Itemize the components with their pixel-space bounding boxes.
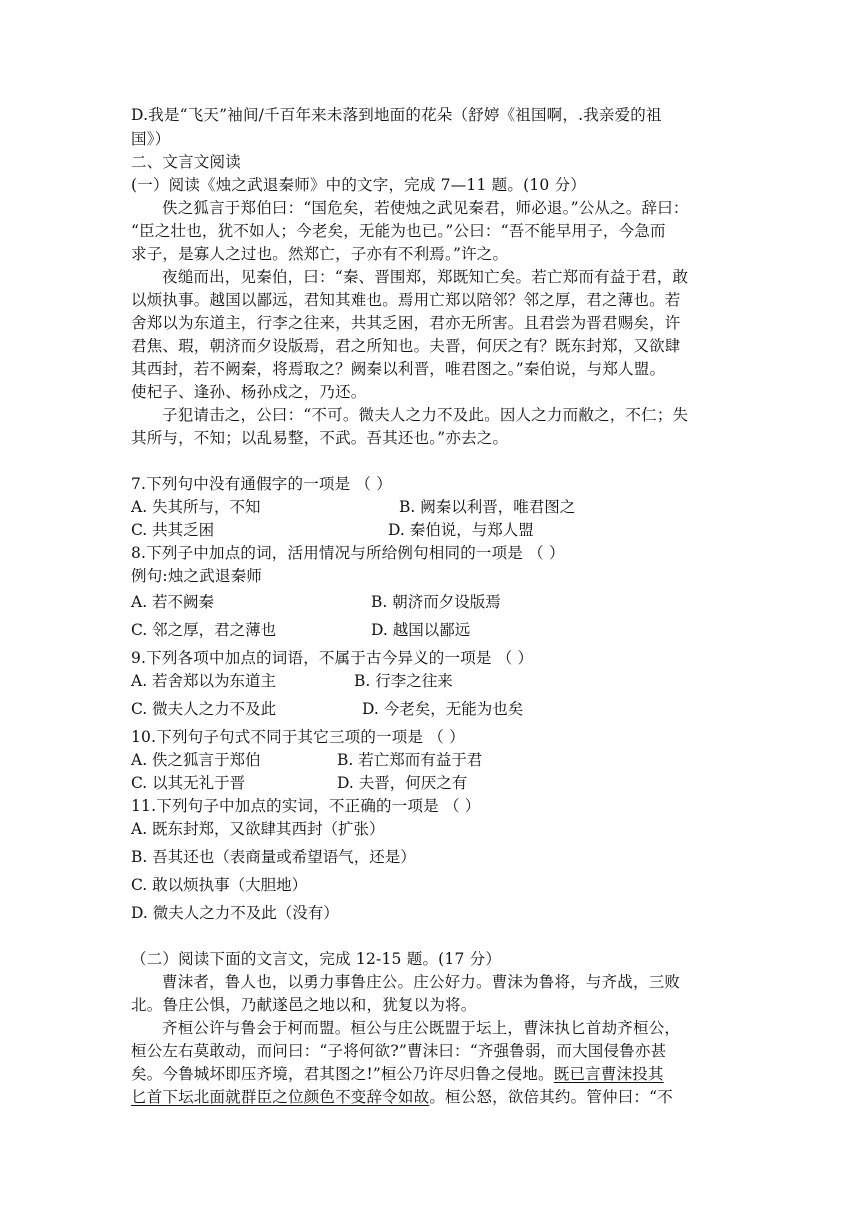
passage-text: 。桓公怒，欲倍其约。管仲曰：“不 bbox=[429, 1088, 673, 1106]
question-9-option-d: D. 今老矣，无能为也矣 bbox=[362, 700, 524, 718]
passage-line bbox=[131, 1086, 673, 1108]
question-11-option-c: C. 敢以烦执事（大胆地） bbox=[131, 876, 308, 894]
underlined-passage-text: 匕首下坛北面就群臣之位颜色不变辞令如故 bbox=[131, 1088, 430, 1106]
question-11-stem: 11.下列句子中加点的实词，不正确的一项是 （ ） bbox=[131, 797, 481, 815]
question-7-option-d: D. 秦伯说，与郑人盟 bbox=[388, 521, 534, 539]
question-11-option-b: B. 吾其还也（表商量或希望语气，还是） bbox=[131, 848, 416, 866]
passage-line: 君焦、瑕，朝济而夕设版焉，君之所知也。夫晋，何厌之有？既东封郑，又欲肆 bbox=[131, 337, 681, 355]
passage-line: 使杞子、逢孙、杨孙戍之，乃还。 bbox=[131, 383, 367, 401]
question-7-option-c: C. 共其乏困 bbox=[131, 521, 215, 539]
question-9-stem: 9.下列各项中加点的词语，不属于古今异义的一项是 （ ） bbox=[131, 649, 534, 667]
passage-line: “臣之壮也，犹不如人；今老矣，无能为也已。”公曰：“吾不能早用子，今急而 bbox=[131, 222, 666, 240]
question-9-option-a: A. 若舍郑以为东道主 bbox=[131, 672, 277, 690]
passage-line: 北。鲁庄公惧，乃献遂邑之地以和，犹复以为将。 bbox=[131, 996, 477, 1014]
question-8-option-c: C. 邻之厚，君之薄也 bbox=[131, 621, 277, 639]
question-11-option-a: A. 既东封郑，又欲肆其西封（扩张） bbox=[131, 820, 385, 838]
question-10-option-b: B. 若亡郑而有益于君 bbox=[337, 751, 483, 769]
option-d-line-continued: 国》） bbox=[131, 130, 171, 148]
passage-line: 其西封，若不阙秦，将焉取之？阙秦以利晋，唯君图之。”秦伯说，与郑人盟。 bbox=[131, 360, 666, 378]
question-10-option-c: C. 以其无礼于晋 bbox=[131, 774, 246, 792]
passage-paragraph-3: 子犯请击之，公曰：“不可。微夫人之力不及此。因人之力而敝之，不仁；失 bbox=[162, 406, 689, 424]
question-11-option-d: D. 微夫人之力不及此（没有） bbox=[131, 904, 339, 922]
question-9-option-b: B. 行李之往来 bbox=[354, 672, 453, 690]
question-9-option-c: C. 微夫人之力不及此 bbox=[131, 700, 277, 718]
question-7-stem: 7.下列句中没有通假字的一项是 （ ） bbox=[131, 475, 392, 493]
passage-line: 以烦执事。越国以鄙远，君知其难也。焉用亡郑以陪邻？邻之厚，君之薄也。若 bbox=[131, 291, 681, 309]
question-7-option-a: A. 失其所与，不知 bbox=[131, 498, 261, 516]
passage-line bbox=[131, 1063, 664, 1085]
part-two-paragraph-1: 曹沫者，鲁人也，以勇力事鲁庄公。庄公好力。曹沫为鲁将，与齐战，三败 bbox=[162, 973, 681, 991]
question-10-option-d: D. 夫晋，何厌之有 bbox=[337, 774, 468, 792]
passage-paragraph-1: 佚之狐言于郑伯曰：“国危矣，若使烛之武见秦君，师必退。”公从之。辞曰： bbox=[162, 199, 689, 217]
question-8-stem: 8.下列子中加点的词，活用情况与所给例句相同的一项是 （ ） bbox=[131, 544, 565, 562]
question-10-stem: 10.下列句子句式不同于其它三项的一项是 （ ） bbox=[131, 728, 465, 746]
passage-line: 求子，是寡人之过也。然郑亡，子亦有不利焉。”许之。 bbox=[131, 245, 509, 263]
passage-line: 桓公左右莫敢动，而问曰：“子将何欲?”曹沫曰：“齐强鲁弱，而大国侵鲁亦甚 bbox=[131, 1042, 667, 1060]
passage-line: 其所与，不知；以乱易整，不武。吾其还也。”亦去之。 bbox=[131, 429, 509, 447]
question-7-option-b: B. 阙秦以利晋，唯君图之 bbox=[399, 498, 576, 516]
part-one-heading: (一）阅读《烛之武退秦师》中的文字，完成 7—11 题。(10 分） bbox=[131, 176, 586, 194]
passage-line: 舍郑以为东道主，行李之往来，共其乏困，君亦无所害。且君尝为晋君赐矣，许 bbox=[131, 314, 681, 332]
option-d-line: D.我是“飞天”袖间/千百年来未落到地面的花朵（舒婷《祖国啊，.我亲爱的祖 bbox=[131, 106, 662, 124]
question-8-option-a: A. 若不阙秦 bbox=[131, 593, 215, 611]
passage-text: 矣。今鲁城坏即压齐境，君其图之!”桓公乃许尽归鲁之侵地。 bbox=[131, 1065, 554, 1083]
underlined-passage-text: 既已言曹沫投其 bbox=[553, 1065, 664, 1083]
question-10-option-a: A. 佚之狐言于郑伯 bbox=[131, 751, 261, 769]
passage-paragraph-2: 夜缒而出，见秦伯，曰：“秦、晋围郑，郑既知亡矣。若亡郑而有益于君，敢 bbox=[162, 268, 689, 286]
part-two-paragraph-2: 齐桓公许与鲁会于柯而盟。桓公与庄公既盟于坛上，曹沫执匕首劫齐桓公， bbox=[162, 1019, 681, 1037]
question-8-example: 例句:烛之武退秦师 bbox=[131, 567, 263, 585]
section-heading-classical-reading: 二、文言文阅读 bbox=[131, 153, 241, 171]
question-8-option-d: D. 越国以鄙远 bbox=[371, 621, 471, 639]
question-8-option-b: B. 朝济而夕设版焉 bbox=[371, 593, 501, 611]
part-two-heading: （二）阅读下面的文言文，完成 12-15 题。(17 分） bbox=[131, 950, 502, 968]
